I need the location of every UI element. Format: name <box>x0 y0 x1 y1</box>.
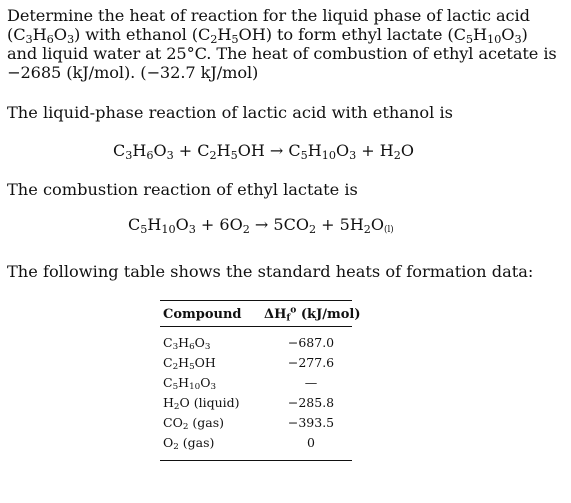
table-row <box>160 395 352 413</box>
header-delta-h: $\Delta H_f^o$ (kJ/mol) <box>264 304 361 324</box>
compound-carbon-dioxide: $CO_2$ (gas) <box>163 415 224 433</box>
compound-water: $H_2O$ (liquid) <box>163 395 240 413</box>
value-carbon-dioxide: −393.5 <box>287 415 335 430</box>
compound-oxygen: $O_2$ (gas) <box>163 435 215 453</box>
compound-ethanol: $C_2H_5OH$ <box>163 355 216 373</box>
problem-statement <box>7 6 563 82</box>
combustion-equation: $C_5H_{10}O_3 + 6O_2 \to 5CO_2 + 5H_2O_{(l)}$ <box>128 215 394 236</box>
table-bottom-rule <box>160 460 352 461</box>
value-ethanol: −277.6 <box>287 355 335 370</box>
problem-line-1: Determine the heat of reaction for the liquid phase of lactic acid <box>7 6 530 25</box>
table-row <box>160 375 352 393</box>
problem-line-3: and liquid water at 25°C. The heat of combustion of ethyl acetate is <box>7 44 557 63</box>
combustion-intro: The combustion reaction of ethyl lactate is <box>7 180 358 199</box>
value-lactic-acid: −687.0 <box>287 335 335 350</box>
compound-ethyl-lactate: $C_5H_{10}O_3$ <box>163 375 217 393</box>
reaction-equation: $C_3H_6O_3 + C_2H_5OH \to C_5H_{10}O_3 + H_2O$ <box>113 141 414 162</box>
value-water: −285.8 <box>287 395 335 410</box>
table-intro: The following table shows the standard heats of formation data: <box>7 262 534 281</box>
compound-lactic-acid: $C_3H_6O_3$ <box>163 335 211 353</box>
value-ethyl-lactate: — <box>304 375 318 390</box>
value-oxygen: 0 <box>307 435 315 450</box>
table-top-rule <box>160 300 352 301</box>
table-row <box>160 415 352 433</box>
header-compound: Compound <box>163 307 242 322</box>
problem-line-2: $(C_3H_6O_3)$ with ethanol $(C_2H_5OH)$ to form ethyl lactate $(C_5H_{10}O_3)$ <box>7 25 528 46</box>
table-row <box>160 355 352 373</box>
table-header-rule <box>160 326 352 327</box>
table-row <box>160 335 352 353</box>
problem-line-4: −2685 (kJ/mol). (−32.7 kJ/mol) <box>7 63 259 82</box>
reaction-intro: The liquid-phase reaction of lactic acid with ethanol is <box>7 103 453 122</box>
table-row <box>160 435 352 453</box>
